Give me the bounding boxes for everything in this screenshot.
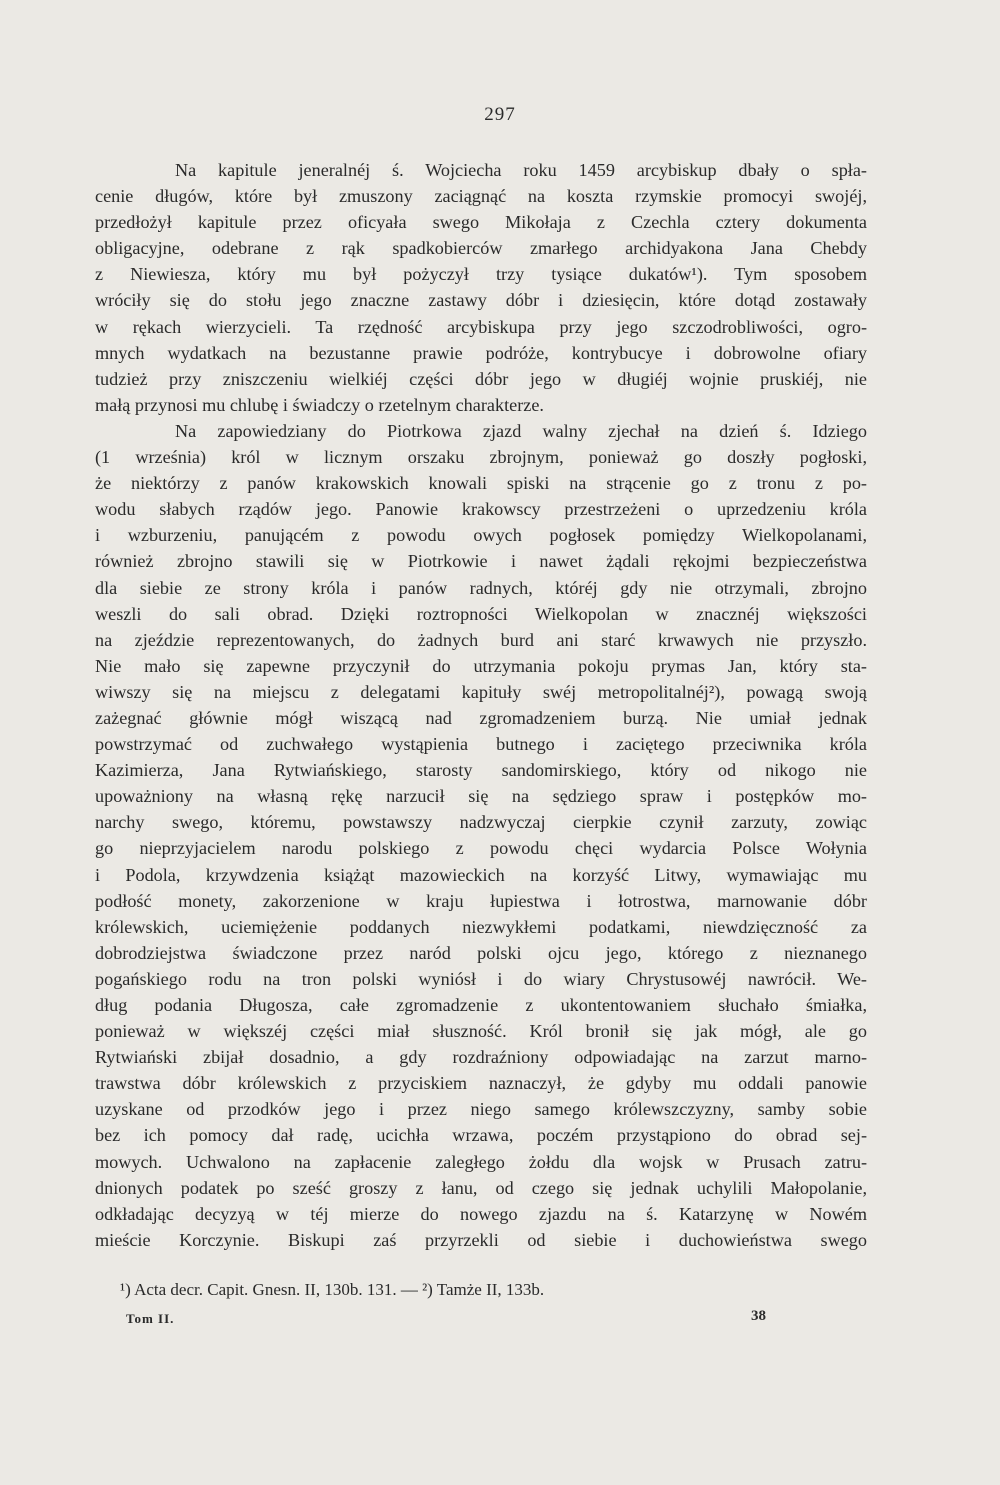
text-line: z Niewiesza, który mu był pożyczył trzy tysiące dukatów¹). Tym sposobem	[95, 264, 867, 285]
text-line: obligacyjne, odebrane z rąk spadkobierców zmarłego archidyakona Jana Chebdy	[95, 238, 867, 259]
text-line: że niektórzy z panów krakowskich knowali spiski na strącenie go z tronu z po-	[95, 473, 867, 494]
text-line: narchy swego, któremu, powstawszy nadzwyczaj cierpkie czynił zarzuty, zowiąc	[95, 812, 867, 833]
text-line: ponieważ w większéj części miał słuszność. Król bronił się jak mógł, ale go	[95, 1021, 867, 1042]
text-line: (1 września) król w licznym orszaku zbrojnym, ponieważ go doszły pogłoski,	[95, 447, 867, 468]
text-line: przedłożył kapitule przez oficyała swego Mikołaja z Czechla cztery dokumenta	[95, 212, 867, 233]
text-line: mieście Korczynie. Biskupi zaś przyrzekli od siebie i duchowieństwa swego	[95, 1229, 867, 1250]
text-line: cenie długów, które był zmuszony zaciągnąć na koszta rzymskie promocyi swojéj,	[95, 186, 867, 207]
page-number: 297	[484, 104, 516, 125]
text-line: weszli do sali obrad. Dzięki roztropności Wielkopolan w znacznéj większości	[95, 603, 867, 624]
text-line: tudzież przy zniszczeniu wielkiéj części dóbr jego w długiéj wojnie pruskiéj, nie	[95, 368, 867, 389]
sheet-number: 38	[751, 1308, 766, 1324]
printer-signature	[126, 1308, 766, 1332]
text-line: dnionych podatek po sześć groszy z łanu, od czego się jednak uchylili Małopolanie,	[95, 1177, 867, 1198]
text-line: Na zapowiedziany do Piotrkowa zjazd walny zjechał na dzień ś. Idziego	[175, 420, 867, 441]
text-line: dług podania Długosza, całe zgromadzenie z ukontentowaniem słuchało śmiałka,	[95, 995, 867, 1015]
text-line: w rękach wierzycieli. Ta rzędność arcybiskupa przy jego szczodrobliwości, ogro-	[95, 316, 867, 337]
text-line: Kazimierza, Jana Rytwiańskiego, starosty sandomirskiego, który od nikogo nie	[95, 760, 867, 781]
text-line: dobrodziejstwa świadczone przez naród polski ojcu jego, którego z nieznanego	[95, 942, 867, 963]
text-line: Na kapitule jeneralnéj ś. Wojciecha roku 1459 arcybiskup dbały o spła-	[175, 160, 867, 180]
text-line: i Podola, krzywdzenia książąt mazowieckich na korzyść Litwy, wymawiając mu	[95, 864, 867, 885]
volume-label: Tom II.	[126, 1311, 175, 1326]
text-line: małą przynosi mu chlubę i świadczy o rzetelnym charakterze.	[95, 394, 544, 415]
text-line: trawstwa dóbr królewskich z przyciskiem naznaczył, że gdyby mu oddali panowie	[95, 1073, 867, 1094]
text-line: również zbrojno stawili się w Piotrkowie i nawet żądali rękojmi bezpieczeństwa	[95, 551, 867, 572]
text-line: mnych wydatkach na bezustanne prawie podróże, kontrybucye i dobrowolne ofiary	[95, 342, 867, 363]
text-line: i wzburzeniu, panującém z powodu owych pogłosek pomiędzy Wielkopolanami,	[95, 525, 867, 546]
text-line: dla siebie ze strony króla i panów radnych, któréj gdy nie otrzymali, zbrojno	[95, 577, 867, 598]
text-line: podłość monety, zakorzenione w kraju łupiestwa i łotrostwa, marnowanie dóbr	[95, 890, 867, 911]
text-line: bez ich pomocy dał radę, ucichła wrzawa, poczém przystąpiono do obrad sej-	[95, 1125, 867, 1146]
text-line: uzyskane od przodków jego i przez niego samego królewszczyzny, samby sobie	[95, 1099, 867, 1120]
text-line: go nieprzyjacielem narodu polskiego z powodu chęci wydarcia Polsce Wołynia	[95, 838, 867, 859]
text-line: wodu słabych rządów jego. Panowie krakowscy przestrzeżeni o uprzedzeniu króla	[95, 499, 867, 520]
text-line: wiwszy się na miejscu z delegatami kapituły swéj metropolitalnéj²), powagą swoją	[95, 681, 867, 702]
text-line: zażegnać głównie mógł wiszącą nad zgromadzeniem burzą. Nie umiał jednak	[95, 707, 867, 728]
text-line: wróciły się do stołu jego znaczne zastawy dóbr i dziesięcin, które dotąd zostawały	[95, 290, 867, 311]
text-line: powstrzymać od zuchwałego wystąpienia butnego i zaciętego przeciwnika króla	[95, 734, 867, 755]
text-line: Rytwiański zbijał dosadnio, a gdy rozdraźniony odpowiadając na zarzut marno-	[95, 1047, 867, 1068]
text-line: królewskich, uciemiężenie poddanych niezwykłemi podatkami, niewdzięczność za	[95, 916, 867, 937]
text-line: upoważniony na własną rękę narzucił się na sędziego spraw i postępków mo-	[95, 786, 867, 807]
text-line: odkładając decyzyą w téj mierze do nowego zjazdu na ś. Katarzynę w Nowém	[95, 1203, 867, 1224]
text-line: na zjeździe reprezentowanych, do żadnych burd ani starć krwawych nie przyszło.	[95, 629, 867, 650]
footnotes: ¹) Acta decr. Capit. Gnesn. II, 130b. 131. — ²) Tamże II, 133b.	[120, 1280, 545, 1299]
text-line: mowych. Uchwalono na zapłacenie zaległego żołdu dla wojsk w Prusach zatru-	[95, 1151, 867, 1172]
text-line: Nie mało się zapewne przyczynił do utrzymania pokoju prymas Jan, który sta-	[95, 655, 867, 676]
body-text	[95, 157, 867, 1253]
text-line: pogańskiego rodu na tron polski wyniósł i do wiary Chrystusowéj nawrócił. We-	[95, 968, 867, 989]
